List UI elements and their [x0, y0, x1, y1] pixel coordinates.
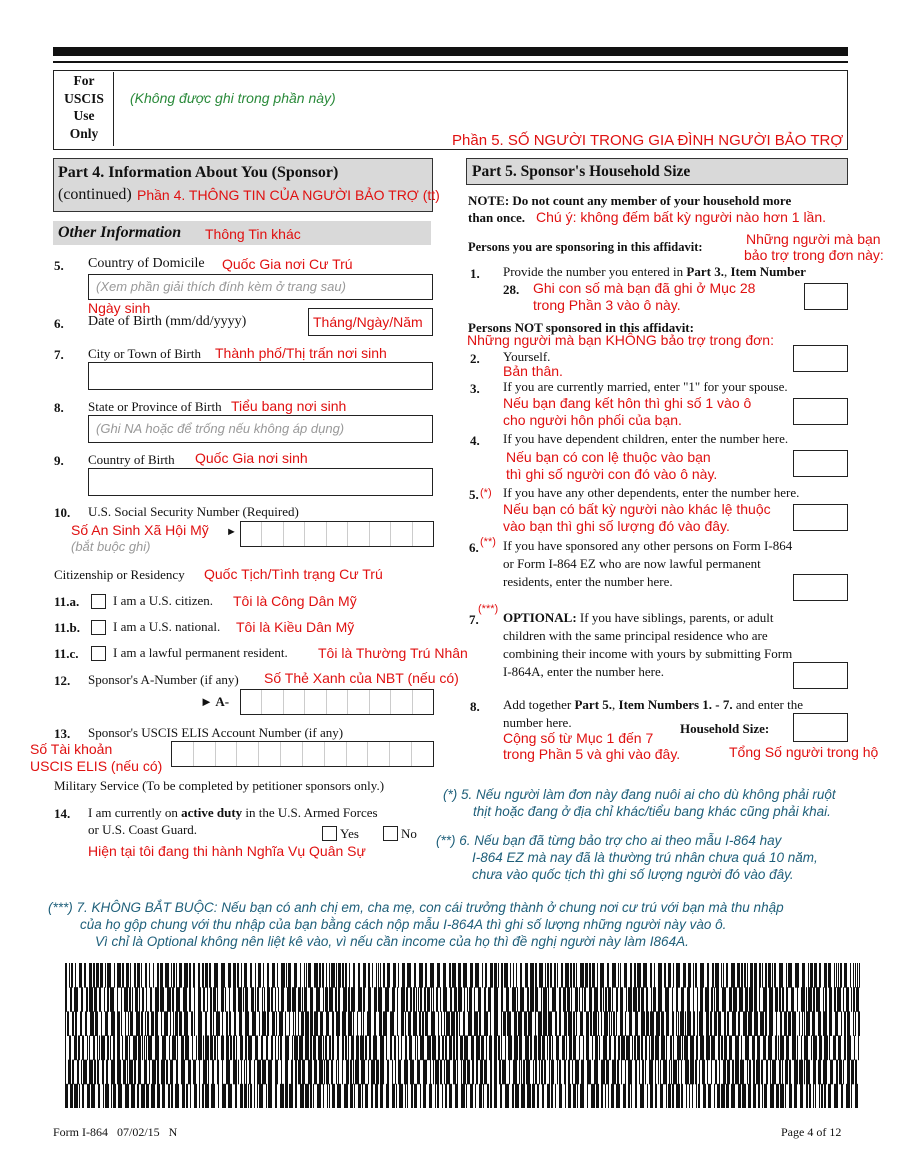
uscis-label-line: For	[73, 73, 95, 88]
i7-text1	[503, 610, 773, 626]
ssn-field[interactable]	[240, 521, 434, 547]
part5-note-vn: Chú ý: không đếm bất kỳ người nào hơn 1 lần.	[536, 209, 827, 225]
q9-number: 9.	[54, 453, 64, 468]
q8-number: 8.	[54, 400, 64, 415]
i8-text	[503, 697, 803, 713]
i3-count-field[interactable]	[793, 398, 848, 425]
q8-vn: Tiểu bang nơi sinh	[231, 398, 347, 414]
i3-vn1: Nếu bạn đang kết hôn thì ghi số 1 vào ô	[503, 395, 752, 411]
q6-number: 6.	[54, 316, 64, 331]
uscis-elis-account-field[interactable]	[171, 741, 434, 767]
top-rule-thick	[53, 47, 848, 56]
q5-vn: Quốc Gia nơi Cư Trú	[222, 256, 353, 272]
q11b-number: 11.b.	[54, 620, 81, 635]
q11a-label: I am a U.S. citizen.	[113, 593, 213, 608]
i4-count-field[interactable]	[793, 450, 848, 477]
i5-vn1: Nếu bạn có bất kỳ người nào khác lệ thuộc	[503, 501, 771, 517]
household-size-field[interactable]	[793, 713, 848, 742]
military-label: Military Service (To be completed by petitioner sponsors only.)	[54, 778, 385, 793]
i1-number: 1.	[470, 266, 480, 281]
i4-number: 4.	[470, 433, 480, 448]
i1-count-field[interactable]	[804, 283, 848, 310]
q14-label2: or U.S. Coast Guard.	[88, 822, 198, 837]
part4-vn-title: Phần 4. THÔNG TIN CỦA NGƯỜI BẢO TRỢ (tt)	[137, 187, 440, 203]
q11c-vn: Tôi là Thường Trú Nhân	[318, 645, 468, 661]
uscis-label-line: USCIS	[64, 90, 104, 106]
yes-label: Yes	[340, 826, 359, 841]
uscis-label-line: Only	[69, 125, 99, 141]
i8-number: 8.	[470, 699, 480, 714]
i7-number: 7.	[469, 612, 479, 627]
i8-mid: ,	[612, 697, 619, 712]
i8-vn2: trong Phần 5 và ghi vào đây.	[503, 746, 681, 762]
q10-number: 10.	[54, 505, 71, 520]
q6-box-text: Tháng/Ngày/Năm	[313, 314, 423, 330]
i5-vn2: vào bạn thì ghi số lượng đó vào đây.	[503, 518, 730, 534]
us-citizen-checkbox[interactable]	[91, 594, 106, 609]
a-number-field[interactable]	[240, 689, 434, 715]
i1-text-pre: Provide the number you entered in	[503, 264, 687, 279]
uscis-note: (Không được ghi trong phần này)	[130, 90, 336, 106]
i7-text1-span: If you have siblings, parents, or adult	[576, 610, 774, 625]
i1-vn2: trong Phần 3 vào ô này.	[533, 297, 681, 313]
city-of-birth-field[interactable]	[88, 362, 433, 390]
q14-vn: Hiện tại tôi đang thi hành Nghĩa Vụ Quân Sự	[88, 843, 366, 859]
q7-vn: Thành phố/Thị trấn nơi sinh	[215, 345, 387, 361]
q7-number: 7.	[54, 347, 64, 362]
a-number-prefix: ► A-	[200, 694, 230, 709]
footnote-6b: I-864 EZ mà nay đã là thường trú nhân chưa quá 10 năm,	[472, 850, 818, 865]
footnote-6a: (**) 6. Nếu bạn đã từng bảo trợ cho ai theo mẫu I-864 hay	[436, 833, 782, 848]
i8-bold2: Item Numbers 1. - 7.	[618, 697, 733, 712]
uscis-label-line: Use	[73, 108, 95, 123]
q5-label: Country of Domicile	[88, 256, 205, 271]
i1-text-bold2: Item Number	[730, 264, 806, 279]
i7-optional-bold: OPTIONAL:	[503, 610, 577, 625]
q7-label: City or Town of Birth	[88, 346, 201, 361]
q14-label	[88, 805, 378, 821]
q13-label: Sponsor's USCIS ELIS Account Number (if any)	[88, 725, 344, 740]
i7-text2: children with the same principal residence who are	[503, 628, 768, 643]
i8-pre: Add together	[503, 697, 575, 712]
uscis-use-only-label	[55, 72, 114, 146]
lawful-permanent-resident-checkbox[interactable]	[91, 646, 106, 661]
i6-mark: (**)	[480, 536, 496, 548]
q11b-vn: Tôi là Kiều Dân Mỹ	[236, 619, 355, 635]
i3-text: If you are currently married, enter "1" for your spouse.	[503, 379, 788, 394]
i6-text1: If you have sponsored any other persons on Form I-864	[503, 538, 793, 553]
not-sponsored-label: Persons NOT sponsored in this affidavit:	[468, 320, 694, 335]
q11c-number: 11.c.	[54, 646, 79, 661]
i3-vn2: cho người hôn phối của bạn.	[503, 412, 682, 428]
citizenship-vn: Quốc Tịch/Tình trạng Cư Trú	[204, 566, 383, 582]
arrow-icon: ►	[226, 526, 237, 538]
i6-number: 6.	[469, 540, 479, 555]
q11c-label: I am a lawful permanent resident.	[113, 645, 288, 660]
q14-label-post: in the U.S. Armed Forces	[242, 805, 378, 820]
other-info-label: Other Information	[58, 224, 182, 241]
part4-title: Part 4. Information About You (Sponsor)	[58, 164, 339, 181]
footer-page-number: Page 4 of 12	[781, 1125, 842, 1139]
i8-text2: number here.	[503, 715, 572, 730]
i8-vn3: Tổng Số người trong hộ	[729, 744, 879, 760]
i3-number: 3.	[470, 381, 480, 396]
footnote-7a: (***) 7. KHÔNG BẮT BUỘC: Nếu bạn có anh chị em, cha mẹ, con cái trưởng thành ở chung nơi cư trú với bạn mà thu nhập	[48, 900, 784, 915]
citizenship-label: Citizenship or Residency	[54, 567, 185, 582]
q9-vn: Quốc Gia nơi sinh	[195, 450, 308, 466]
q10-label: U.S. Social Security Number (Required)	[88, 504, 299, 519]
part5-title: Part 5. Sponsor's Household Size	[472, 163, 691, 180]
q8-placeholder: (Ghi NA hoặc để trống nếu không áp dụng)	[96, 421, 345, 436]
q6-label: Date of Birth (mm/dd/yyyy)	[88, 314, 247, 329]
country-of-birth-field[interactable]	[88, 468, 433, 496]
i8-bold1: Part 5.	[574, 697, 613, 712]
i5-text: If you have any other dependents, enter the number here.	[503, 485, 800, 500]
q12-label: Sponsor's A-Number (if any)	[88, 672, 239, 687]
active-duty-no-checkbox[interactable]	[383, 826, 398, 841]
i7-text4: I-864A, enter the number here.	[503, 664, 664, 679]
q12-vn: Số Thẻ Xanh của NBT (nếu có)	[264, 670, 459, 686]
i7-text3: combining their income with yours by submitting Form	[503, 646, 793, 661]
i7-mark: (***)	[478, 603, 499, 615]
part4-continued: (continued)	[58, 186, 132, 203]
part5-note2: than once.	[468, 210, 526, 225]
i7-count-field[interactable]	[793, 662, 848, 689]
i5-count-field[interactable]	[793, 504, 848, 531]
i2-count-field[interactable]	[793, 345, 848, 372]
i2-vn: Bản thân.	[503, 363, 563, 379]
part5-vn-title: Phần 5. SỐ NGƯỜI TRONG GIA ĐÌNH NGƯỜI BẢO TRỢ	[452, 132, 844, 149]
q5-placeholder: (Xem phần giải thích đính kèm ở trang sau)	[96, 279, 346, 294]
i1-text	[503, 264, 806, 280]
i8-vn1: Cộng số từ Mục 1 đến 7	[503, 730, 654, 746]
q10-vn2: (bắt buộc ghi)	[71, 539, 151, 554]
q11a-number: 11.a.	[54, 594, 80, 609]
other-info-vn: Thông Tin khác	[205, 226, 301, 242]
q10-vn: Số An Sinh Xã Hội Mỹ	[71, 522, 209, 538]
footnote-6c: chưa vào quốc tịch thì ghi số lượng người đó vào đây.	[472, 867, 794, 882]
i6-count-field[interactable]	[793, 574, 848, 601]
q14-label-pre: I am currently on	[88, 805, 182, 820]
sponsoring-vn2: bảo trợ trong đơn này:	[744, 247, 884, 263]
q14-label-bold: active duty	[181, 805, 243, 820]
i1-text-mid: ,	[723, 264, 731, 279]
i1-number2: 28.	[503, 282, 520, 297]
footnote-7b: của họ gộp chung với thu nhập của bạn bằng cách nộp mẫu I-864A thì ghi số lượng những người này vào ô.	[80, 917, 727, 932]
footnote-5b: thịt hoặc đang ở địa chỉ khác/tiểu bang khác cũng phải khai.	[473, 804, 831, 819]
i4-text: If you have dependent children, enter the number here.	[503, 431, 789, 446]
household-size-label: Household Size:	[680, 721, 770, 736]
sponsoring-vn1: Những người mà bạn	[746, 231, 881, 247]
footer-form-id: Form I-864 07/02/15 N	[53, 1125, 178, 1139]
i4-vn1: Nếu bạn có con lệ thuộc vào bạn	[506, 449, 711, 465]
i8-post: and enter the	[732, 697, 804, 712]
i6-text2: or Form I-864 EZ who are now lawful permanent	[503, 556, 761, 571]
q6-vn-above: Ngày sinh	[88, 300, 151, 316]
q8-label: State or Province of Birth	[88, 399, 222, 414]
q5-number: 5.	[54, 258, 64, 273]
footnote-5a: (*) 5. Nếu người làm đơn này đang nuôi ai cho dù không phải ruột	[443, 787, 836, 802]
i5-mark: (*)	[480, 487, 492, 499]
not-sponsored-vn: Những người mà bạn KHÔNG bảo trợ trong đơn:	[467, 332, 774, 348]
sponsoring-label: Persons you are sponsoring in this affidavit:	[468, 240, 703, 254]
barcode-image	[65, 963, 860, 1108]
i2-text: Yourself.	[503, 349, 551, 364]
q13-vn2: USCIS ELIS (nếu có)	[30, 758, 163, 774]
q14-number: 14.	[54, 806, 71, 821]
i1-text-bold: Part 3.	[686, 264, 724, 279]
no-label: No	[401, 826, 417, 841]
q13-vn1: Số Tài khoản	[30, 741, 113, 757]
q12-number: 12.	[54, 673, 71, 688]
i2-number: 2.	[470, 351, 480, 366]
q11a-vn: Tôi là Công Dân Mỹ	[233, 593, 357, 609]
part5-note: NOTE: Do not count any member of your household more	[468, 193, 792, 208]
top-rule-thin	[53, 61, 848, 63]
i4-vn2: thì ghi số người con đó vào ô này.	[506, 466, 718, 482]
i6-text3: residents, enter the number here.	[503, 574, 673, 589]
i1-vn1: Ghi con số mà bạn đã ghi ở Mục 28	[533, 280, 756, 296]
footnote-7c: Vì chỉ là Optional không nên liệt kê vào, vì nếu cần income của họ thì đề nghị người này làm I864A.	[95, 934, 689, 949]
i5-number: 5.	[469, 487, 479, 502]
q9-label: Country of Birth	[88, 452, 175, 467]
q13-number: 13.	[54, 726, 71, 741]
q11b-label: I am a U.S. national.	[113, 619, 221, 634]
us-national-checkbox[interactable]	[91, 620, 106, 635]
active-duty-yes-checkbox[interactable]	[322, 826, 337, 841]
